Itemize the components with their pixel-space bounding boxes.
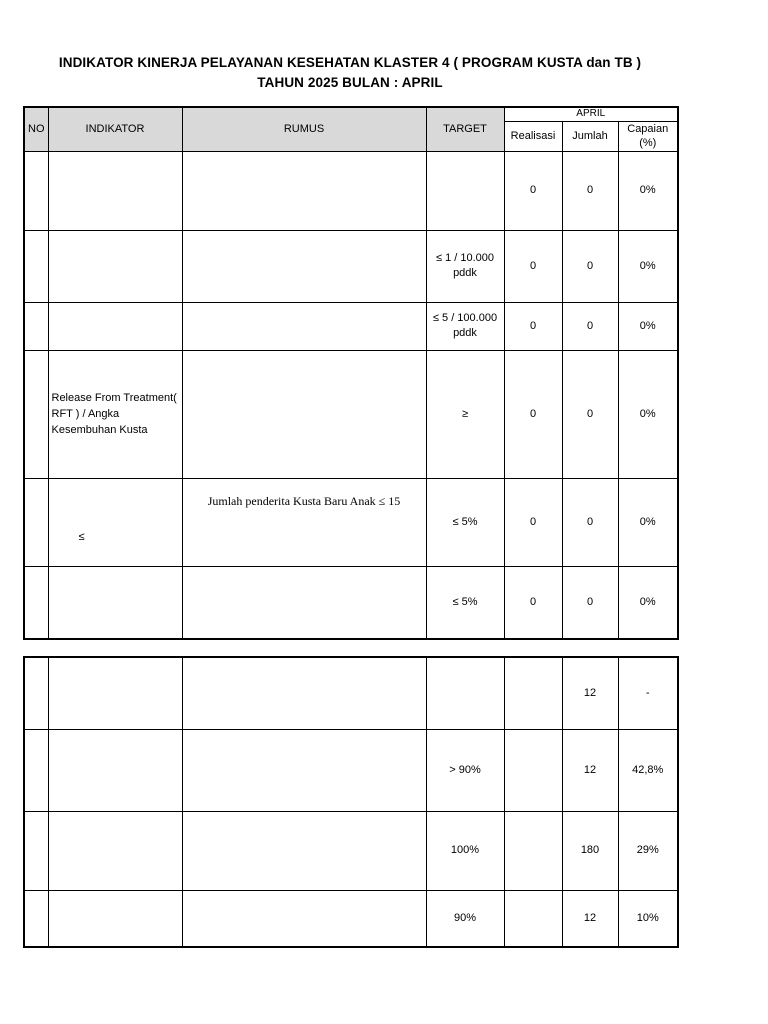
cell-jumlah: 0 [562,478,618,566]
header-capaian: Capaian (%) [618,121,678,151]
report-subtitle: TAHUN 2025 BULAN : APRIL [257,75,443,90]
cell-realisasi [504,811,562,890]
header-realisasi: Realisasi [504,121,562,151]
header-target: TARGET [426,107,504,151]
cell-realisasi: 0 [504,566,562,639]
cell-jumlah: 0 [562,350,618,478]
report-title: INDIKATOR KINERJA PELAYANAN KESEHATAN KLASTER 4 ( PROGRAM KUSTA dan TB ) [58,55,642,70]
cell-indikator [48,302,182,350]
cell-rumus [182,350,426,478]
kusta-indicator-table [23,106,679,640]
cell-jumlah: 0 [562,230,618,302]
cell-jumlah: 12 [562,890,618,947]
cell-jumlah: 180 [562,811,618,890]
table-row [24,230,678,302]
cell-target: ≤ 5% [426,478,504,566]
header-no: NO [24,107,48,151]
table-row [24,657,678,729]
table-row [24,890,678,947]
cell-realisasi: 0 [504,350,562,478]
cell-target: 100% [426,811,504,890]
cell-no [24,350,48,478]
cell-capaian: 0% [618,350,678,478]
header-jumlah: Jumlah [562,121,618,151]
table-row [24,302,678,350]
cell-realisasi [504,657,562,729]
cell-capaian: 10% [618,890,678,947]
cell-capaian: 0% [618,230,678,302]
table-row [24,729,678,811]
cell-target: ≤ 5 / 100.000 pddk [426,302,504,350]
cell-capaian: 29% [618,811,678,890]
cell-indikator [48,151,182,230]
cell-capaian: 42,8% [618,729,678,811]
cell-no [24,811,48,890]
cell-indikator [48,811,182,890]
cell-capaian: 0% [618,478,678,566]
tb-indicator-table [23,656,679,948]
table-row [24,811,678,890]
cell-jumlah: 0 [562,151,618,230]
cell-jumlah: 0 [562,302,618,350]
cell-rumus [182,657,426,729]
cell-rumus [182,302,426,350]
cell-no [24,230,48,302]
table-row [24,478,678,566]
cell-capaian: 0% [618,566,678,639]
cell-no [24,566,48,639]
header-month: APRIL [504,107,678,121]
cell-rumus [182,890,426,947]
cell-capaian: - [618,657,678,729]
cell-target: ≤ 1 / 10.000 pddk [426,230,504,302]
cell-no [24,657,48,729]
cell-realisasi: 0 [504,302,562,350]
cell-indikator [48,657,182,729]
cell-target [426,151,504,230]
cell-rumus [182,811,426,890]
cell-realisasi: 0 [504,151,562,230]
cell-jumlah: 0 [562,566,618,639]
cell-rumus: Jumlah penderita Kusta Baru Anak ≤ 15 [182,478,426,566]
cell-indikator [48,890,182,947]
cell-target: ≥ [426,350,504,478]
cell-jumlah: 12 [562,657,618,729]
cell-realisasi [504,890,562,947]
cell-indikator: Release From Treatment( RFT ) / Angka Kesembuhan Kusta [48,350,182,478]
cell-no [24,729,48,811]
cell-no [24,478,48,566]
header-rumus: RUMUS [182,107,426,151]
cell-capaian: 0% [618,302,678,350]
cell-realisasi: 0 [504,478,562,566]
cell-no [24,302,48,350]
table-row [24,151,678,230]
cell-rumus [182,230,426,302]
cell-indikator [48,566,182,639]
cell-realisasi [504,729,562,811]
cell-rumus [182,566,426,639]
cell-target [426,657,504,729]
cell-target: > 90% [426,729,504,811]
cell-indikator [48,230,182,302]
table-row [24,350,678,478]
cell-target: 90% [426,890,504,947]
cell-no [24,890,48,947]
cell-jumlah: 12 [562,729,618,811]
cell-rumus [182,729,426,811]
cell-capaian: 0% [618,151,678,230]
cell-rumus [182,151,426,230]
header-indikator: INDIKATOR [48,107,182,151]
cell-indikator: ≤ [48,478,182,566]
cell-no [24,151,48,230]
cell-indikator [48,729,182,811]
cell-realisasi: 0 [504,230,562,302]
cell-target: ≤ 5% [426,566,504,639]
table-row [24,566,678,639]
